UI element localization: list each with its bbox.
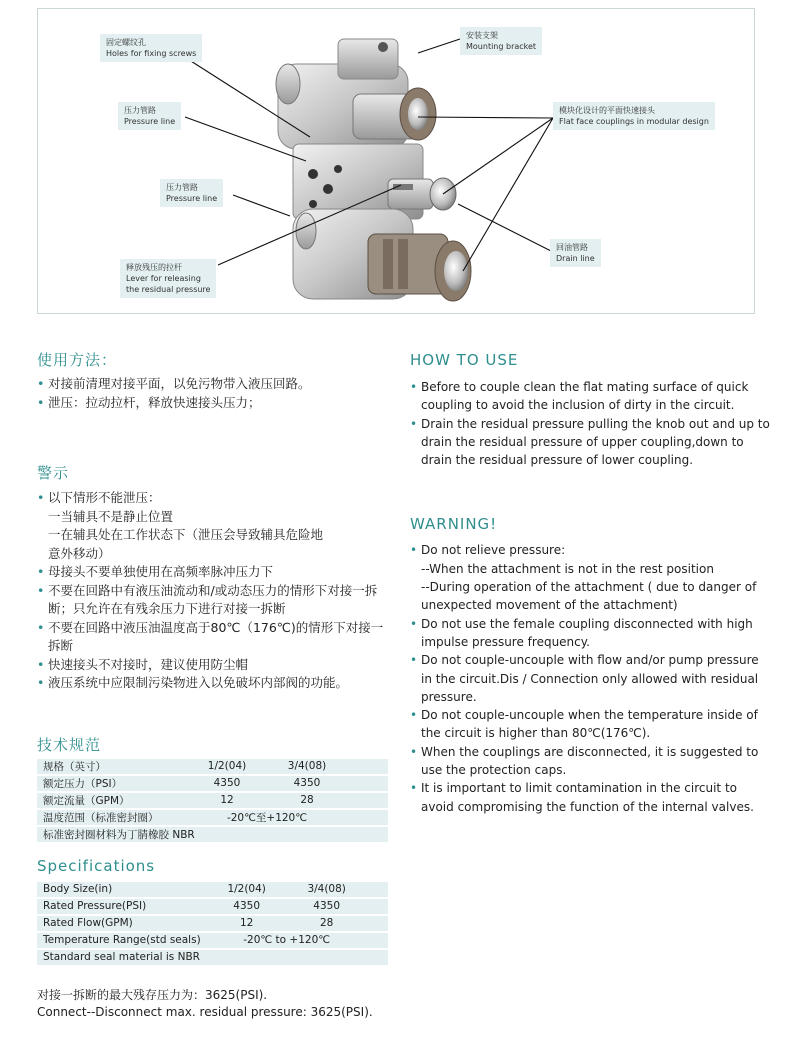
- list-item: • Do not use the female coupling disconnected with high impulse pressure frequency.: [410, 615, 770, 652]
- left-column: [37, 350, 392, 967]
- warning-en-sub-2: --During operation of the attachment ( due to danger of: [421, 580, 757, 595]
- residual-pressure-note: [37, 987, 373, 1021]
- table-row: 规格（英寸） 1/2(04) 3/4(08): [37, 759, 388, 774]
- table-row: 额定流量（GPM） 12 28: [37, 793, 388, 808]
- list-item: • 以下情形不能泄压：: [37, 489, 392, 508]
- usage-zh-title: 使用方法：: [37, 351, 118, 369]
- specs-zh-title: 技术规范: [37, 735, 102, 754]
- list-item: • 泄压：拉动拉杆，释放快速接头压力；: [37, 394, 392, 413]
- how-to-use-title: HOW TO USE: [410, 351, 519, 369]
- list-item: • It is important to limit contamination in the circuit to avoid compromising the function of the internal valves.: [410, 779, 770, 816]
- warning-zh-sub-1: 一当辅具不是静止位置: [48, 508, 174, 524]
- list-item: • 对接前清理对接平面，以免污物带入液压回路。: [37, 375, 392, 394]
- callout-holes-for-fixing-screws: 固定螺纹孔 Holes for fixing screws: [100, 34, 202, 62]
- table-row: Standard seal material is NBR: [37, 950, 388, 965]
- warning-zh-title: 警示: [37, 464, 70, 482]
- table-row: 额定压力（PSI） 4350 4350: [37, 776, 388, 791]
- list-item: • Do not relieve pressure:: [410, 541, 770, 559]
- list-item: • Do not couple-uncouple with flow and/or pump pressure in the circuit.Dis / Connection only allowed with residual pressure.: [410, 651, 770, 706]
- residual-pressure-zh: 对接一拆断的最大残存压力为：3625(PSI).: [37, 988, 268, 1002]
- residual-pressure-en: Connect--Disconnect max. residual pressure: 3625(PSI).: [37, 1005, 373, 1019]
- usage-zh-list: [37, 375, 392, 412]
- table-row: Rated Flow(GPM) 12 28: [37, 916, 388, 931]
- list-item: • When the couplings are disconnected, it is suggested to use the protection caps.: [410, 743, 770, 780]
- table-row: 标准密封圈材料为丁腈橡胶 NBR: [37, 827, 388, 842]
- callout-flat-face-couplings: 模块化设计的平面快速接头 Flat face couplings in modular design: [553, 102, 715, 130]
- list-item: • Do not couple-uncouple when the temperature inside of the circuit is higher than 80℃(176℃).: [410, 706, 770, 743]
- callout-pressure-line-upper: 压力管路 Pressure line: [118, 102, 181, 130]
- callout-mounting-bracket: 安装支架 Mounting bracket: [460, 27, 542, 55]
- callout-drain-line: 回油管路 Drain line: [550, 239, 601, 267]
- list-item: • 快速接头不对接时，建议使用防尘帽: [37, 656, 392, 675]
- list-item: • 母接头不要单独使用在高频率脉冲压力下: [37, 563, 392, 582]
- specs-en-table: [37, 880, 388, 967]
- warning-zh-list: [37, 489, 392, 508]
- table-row: Temperature Range(std seals) -20℃ to +120℃: [37, 933, 388, 948]
- callout-lever-residual-pressure: 释放残压的拉杆 Lever for releasing the residual pressure: [120, 259, 216, 298]
- warning-en-title: WARNING!: [410, 515, 498, 534]
- table-row: Rated Pressure(PSI) 4350 4350: [37, 899, 388, 914]
- warning-zh-sub-2: 一在辅具处在工作状态下（泄压会导致辅具危险地: [48, 527, 324, 542]
- warning-en-list: [410, 541, 770, 559]
- warning-zh-sub-3: 意外移动）: [48, 545, 111, 561]
- how-to-use-list: [410, 378, 770, 469]
- list-item: • Before to couple clean the flat mating surface of quick coupling to avoid the inclusion of dirty in the circuit.: [410, 378, 770, 415]
- table-row: 温度范围（标准密封圈） -20℃至+120℃: [37, 810, 388, 825]
- list-item: • 液压系统中应限制污染物进入以免破坏内部阀的功能。: [37, 674, 392, 693]
- specs-zh-table: [37, 757, 388, 844]
- warning-en-sub-1: --When the attachment is not in the rest position: [421, 561, 714, 576]
- callout-pressure-line-lower: 压力管路 Pressure line: [160, 179, 223, 207]
- table-row: Body Size(in) 1/2(04) 3/4(08): [37, 882, 388, 897]
- specs-en-title: Specifications: [37, 856, 156, 875]
- right-column: [410, 350, 770, 816]
- warning-en-sub-3: unexpected movement of the attachment): [421, 598, 678, 613]
- list-item: • 不要在回路中液压油温度高于80℃（176℃)的情形下对接一拆断: [37, 619, 392, 656]
- list-item: • 不要在回路中有液压油流动和/或动态压力的情形下对接一拆断；只允许在有残余压力下进行对接一拆断: [37, 582, 392, 619]
- product-figure: [37, 8, 755, 314]
- list-item: • Drain the residual pressure pulling the knob out and up to drain the residual pressure of upper coupling,down to drain the residual pressure of lower coupling.: [410, 415, 770, 470]
